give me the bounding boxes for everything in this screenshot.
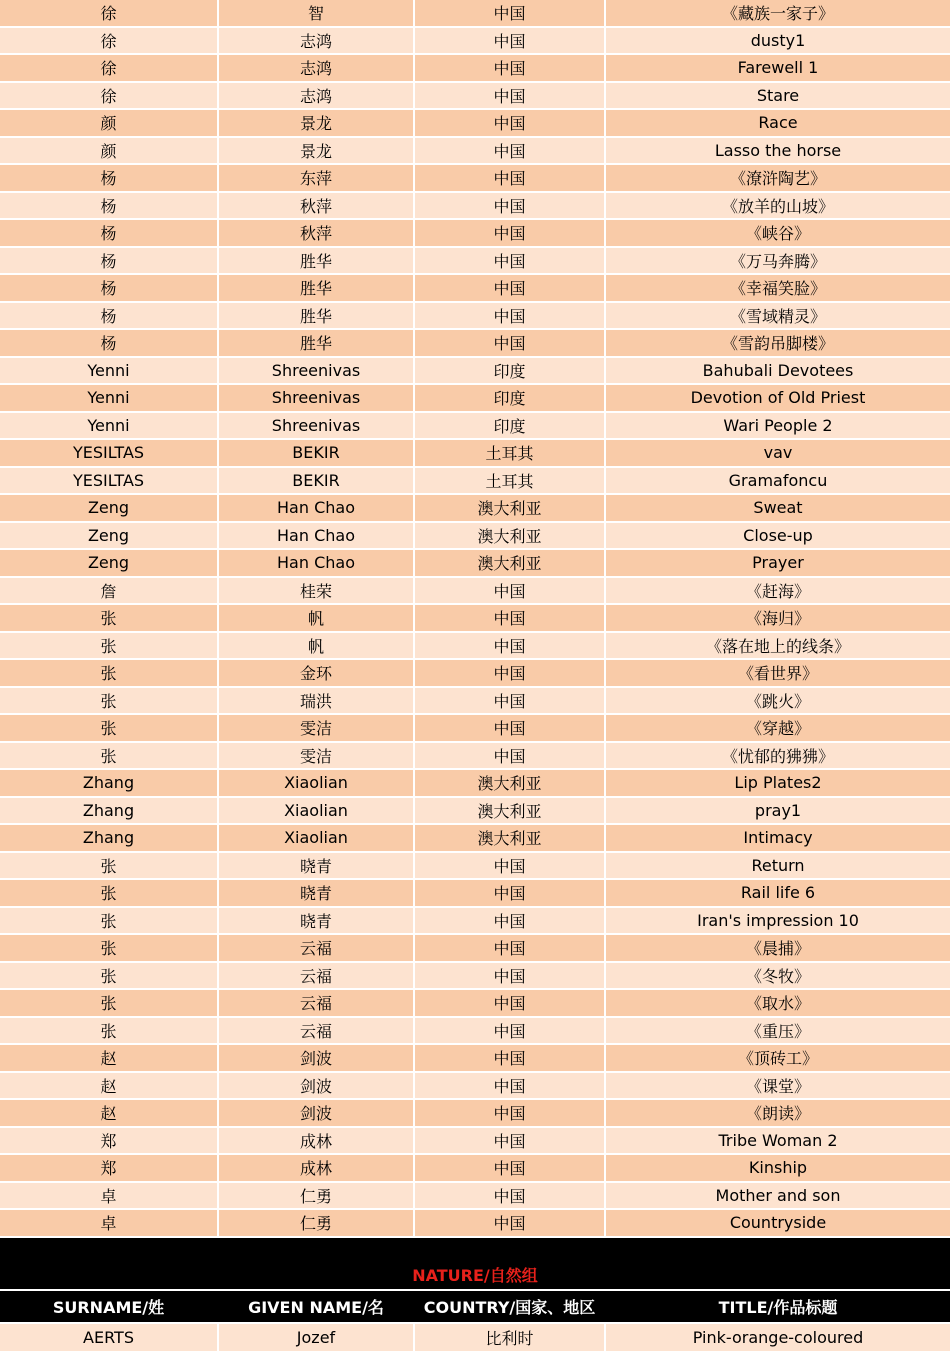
cell-title: 《朗读》 bbox=[745, 1104, 810, 1124]
nature-section-header bbox=[0, 1238, 950, 1322]
header-country: COUNTRY/国家、地区 bbox=[423, 1297, 596, 1317]
table-row bbox=[0, 853, 950, 881]
cell-title: 《穿越》 bbox=[745, 719, 810, 739]
cell-surname: YESILTAS bbox=[72, 443, 145, 463]
cell-country: 中国 bbox=[493, 224, 526, 244]
cell-country: 印度 bbox=[493, 361, 526, 381]
table-row bbox=[0, 1018, 950, 1046]
cell-surname: 张 bbox=[100, 636, 117, 656]
cell-country: 中国 bbox=[493, 911, 526, 931]
table-row bbox=[0, 550, 950, 578]
cell-country: 中国 bbox=[493, 1214, 526, 1234]
cell-surname: 颜 bbox=[100, 114, 117, 134]
cell-title: 《潦浒陶艺》 bbox=[729, 169, 826, 189]
cell-given-name: 云福 bbox=[299, 939, 332, 959]
table-row bbox=[0, 358, 950, 386]
cell-country: 中国 bbox=[493, 1131, 526, 1151]
cell-surname: AERTS bbox=[83, 1327, 134, 1347]
cell-surname: 张 bbox=[100, 911, 117, 931]
cell-given-name: Xiaolian bbox=[284, 773, 348, 793]
cell-given-name: 晓青 bbox=[299, 911, 332, 931]
cell-surname: Yenni bbox=[87, 360, 130, 380]
cell-country: 中国 bbox=[493, 59, 526, 79]
cell-title: pray1 bbox=[754, 800, 802, 820]
table-row bbox=[0, 303, 950, 331]
cell-given-name: Han Chao bbox=[277, 525, 355, 545]
cell-given-name: Han Chao bbox=[277, 498, 355, 518]
cell-country: 中国 bbox=[493, 4, 526, 24]
cell-title: 《藏族一家子》 bbox=[721, 4, 834, 24]
cell-given-name: 剑波 bbox=[299, 1076, 332, 1096]
table-row bbox=[0, 468, 950, 496]
cell-country: 中国 bbox=[493, 664, 526, 684]
cell-title: 《落在地上的线条》 bbox=[705, 636, 850, 656]
section-title: NATURE/自然组 bbox=[412, 1265, 538, 1285]
table-row bbox=[0, 578, 950, 606]
table-row bbox=[0, 935, 950, 963]
table-row bbox=[0, 220, 950, 248]
cell-country: 中国 bbox=[493, 856, 526, 876]
cell-given-name: 志鸿 bbox=[299, 31, 332, 51]
table-row bbox=[0, 770, 950, 798]
cell-given-name: 成林 bbox=[299, 1159, 332, 1179]
cell-surname: Zeng bbox=[87, 553, 130, 573]
cell-surname: 张 bbox=[100, 966, 117, 986]
table-row bbox=[0, 55, 950, 83]
cell-given-name: 云福 bbox=[299, 994, 332, 1014]
cell-surname: 詹 bbox=[100, 581, 117, 601]
cell-country: 中国 bbox=[493, 636, 526, 656]
cell-title: Kinship bbox=[748, 1158, 808, 1178]
cell-country: 澳大利亚 bbox=[477, 774, 542, 794]
cell-title: Countryside bbox=[729, 1213, 827, 1233]
cell-surname: 郑 bbox=[100, 1131, 117, 1151]
table-row bbox=[0, 798, 950, 826]
cell-given-name: 桂荣 bbox=[299, 581, 332, 601]
cell-given-name: 成林 bbox=[299, 1131, 332, 1151]
cell-title: Lasso the horse bbox=[714, 140, 842, 160]
cell-country: 澳大利亚 bbox=[477, 801, 542, 821]
cell-given-name: 云福 bbox=[299, 1021, 332, 1041]
cell-country: 中国 bbox=[493, 966, 526, 986]
cell-surname: 张 bbox=[100, 719, 117, 739]
cell-country: 印度 bbox=[493, 416, 526, 436]
header-given-name: GIVEN NAME/名 bbox=[248, 1297, 384, 1317]
cell-given-name: 雯洁 bbox=[299, 719, 332, 739]
cell-country: 比利时 bbox=[485, 1328, 534, 1348]
cell-surname: 徐 bbox=[100, 86, 117, 106]
cell-country: 中国 bbox=[493, 884, 526, 904]
cell-given-name: 帆 bbox=[307, 636, 324, 656]
cell-surname: Zhang bbox=[82, 800, 135, 820]
table-row bbox=[0, 28, 950, 56]
cell-given-name: 胜华 bbox=[299, 279, 332, 299]
cell-given-name: 晓青 bbox=[299, 856, 332, 876]
table-row bbox=[0, 83, 950, 111]
table-row bbox=[0, 605, 950, 633]
cell-surname: 赵 bbox=[100, 1049, 117, 1069]
cell-title: 《跳火》 bbox=[745, 691, 810, 711]
cell-given-name: 秋萍 bbox=[299, 224, 332, 244]
table-row bbox=[0, 523, 950, 551]
cell-surname: 杨 bbox=[100, 251, 117, 271]
cell-given-name: 瑞洪 bbox=[299, 691, 332, 711]
cell-given-name: 景龙 bbox=[299, 141, 332, 161]
cell-country: 中国 bbox=[493, 279, 526, 299]
cell-given-name: Han Chao bbox=[277, 553, 355, 573]
table-row bbox=[0, 275, 950, 303]
cell-title: 《幸福笑脸》 bbox=[729, 279, 826, 299]
cell-title: Prayer bbox=[752, 553, 804, 573]
cell-country: 中国 bbox=[493, 691, 526, 711]
table-row bbox=[0, 1128, 950, 1156]
table-row bbox=[0, 248, 950, 276]
cell-country: 中国 bbox=[493, 939, 526, 959]
cell-surname: 张 bbox=[100, 664, 117, 684]
table-row bbox=[0, 825, 950, 853]
cell-surname: Zeng bbox=[87, 525, 130, 545]
table-row bbox=[0, 743, 950, 771]
cell-title: 《雪韵吊脚楼》 bbox=[721, 334, 834, 354]
cell-surname: 徐 bbox=[100, 4, 117, 24]
table-row bbox=[0, 1322, 950, 1351]
table-row bbox=[0, 660, 950, 688]
cell-country: 中国 bbox=[493, 141, 526, 161]
cell-country: 中国 bbox=[493, 581, 526, 601]
cell-country: 土耳其 bbox=[485, 471, 534, 491]
cell-given-name: Shreenivas bbox=[271, 415, 361, 435]
cell-country: 中国 bbox=[493, 1076, 526, 1096]
cell-title: Rail life 6 bbox=[740, 883, 816, 903]
table-row bbox=[0, 1073, 950, 1101]
cell-given-name: 晓青 bbox=[299, 884, 332, 904]
cell-given-name: BEKIR bbox=[292, 443, 340, 463]
cell-title: Bahubali Devotees bbox=[702, 360, 854, 380]
cell-title: Sweat bbox=[753, 498, 803, 518]
table-row bbox=[0, 1183, 950, 1211]
table-row bbox=[0, 138, 950, 166]
table-row bbox=[0, 1045, 950, 1073]
cell-given-name: 云福 bbox=[299, 966, 332, 986]
cell-given-name: 胜华 bbox=[299, 306, 332, 326]
cell-surname: 杨 bbox=[100, 224, 117, 244]
cell-surname: Yenni bbox=[87, 415, 130, 435]
cell-title: 《取水》 bbox=[745, 994, 810, 1014]
cell-surname: Zeng bbox=[87, 498, 130, 518]
cell-given-name: Shreenivas bbox=[271, 360, 361, 380]
cell-title: 《万马奔腾》 bbox=[729, 251, 826, 271]
cell-given-name: 智 bbox=[307, 4, 324, 24]
cell-given-name: 剑波 bbox=[299, 1049, 332, 1069]
cell-country: 中国 bbox=[493, 1186, 526, 1206]
cell-given-name: Xiaolian bbox=[284, 800, 348, 820]
table-row bbox=[0, 1155, 950, 1183]
table-row bbox=[0, 110, 950, 138]
cell-country: 澳大利亚 bbox=[477, 526, 542, 546]
table-row bbox=[0, 1100, 950, 1128]
cell-title: Close-up bbox=[743, 525, 813, 545]
cell-surname: 张 bbox=[100, 609, 117, 629]
cell-title: 《海归》 bbox=[745, 609, 810, 629]
table-row bbox=[0, 1210, 950, 1238]
cell-country: 中国 bbox=[493, 169, 526, 189]
table-row bbox=[0, 880, 950, 908]
cell-title: vav bbox=[763, 443, 793, 463]
cell-surname: 徐 bbox=[100, 31, 117, 51]
cell-country: 中国 bbox=[493, 994, 526, 1014]
cell-given-name: BEKIR bbox=[292, 470, 340, 490]
cell-title: Mother and son bbox=[715, 1185, 841, 1205]
cell-surname: Zhang bbox=[82, 828, 135, 848]
cell-given-name: Shreenivas bbox=[271, 388, 361, 408]
cell-title: 《重压》 bbox=[745, 1021, 810, 1041]
cell-surname: 赵 bbox=[100, 1104, 117, 1124]
table-row bbox=[0, 908, 950, 936]
cell-title: 《忧郁的狒狒》 bbox=[721, 746, 834, 766]
cell-country: 中国 bbox=[493, 719, 526, 739]
cell-given-name: 雯洁 bbox=[299, 746, 332, 766]
cell-given-name: 秋萍 bbox=[299, 196, 332, 216]
cell-country: 中国 bbox=[493, 86, 526, 106]
cell-title: 《峡谷》 bbox=[745, 224, 810, 244]
cell-country: 中国 bbox=[493, 609, 526, 629]
table-row bbox=[0, 990, 950, 1018]
cell-surname: 张 bbox=[100, 1021, 117, 1041]
cell-surname: 杨 bbox=[100, 196, 117, 216]
cell-surname: 杨 bbox=[100, 334, 117, 354]
cell-given-name: 景龙 bbox=[299, 114, 332, 134]
cell-given-name: 仁勇 bbox=[299, 1214, 332, 1234]
cell-given-name: 胜华 bbox=[299, 251, 332, 271]
cell-country: 中国 bbox=[493, 306, 526, 326]
cell-given-name: 东萍 bbox=[299, 169, 332, 189]
cell-title: 《放羊的山坡》 bbox=[721, 196, 834, 216]
cell-surname: 赵 bbox=[100, 1076, 117, 1096]
cell-surname: YESILTAS bbox=[72, 470, 145, 490]
cell-country: 中国 bbox=[493, 1104, 526, 1124]
cell-country: 中国 bbox=[493, 334, 526, 354]
table-row bbox=[0, 495, 950, 523]
cell-surname: 杨 bbox=[100, 279, 117, 299]
cell-surname: 卓 bbox=[100, 1186, 117, 1206]
table-row bbox=[0, 633, 950, 661]
cell-given-name: 胜华 bbox=[299, 334, 332, 354]
cell-surname: 张 bbox=[100, 746, 117, 766]
cell-given-name: 帆 bbox=[307, 609, 324, 629]
cell-surname: 张 bbox=[100, 994, 117, 1014]
cell-country: 中国 bbox=[493, 1049, 526, 1069]
cell-surname: Yenni bbox=[87, 388, 130, 408]
table-row bbox=[0, 440, 950, 468]
cell-country: 土耳其 bbox=[485, 444, 534, 464]
cell-title: Intimacy bbox=[743, 828, 813, 848]
cell-given-name: 金环 bbox=[299, 664, 332, 684]
cell-given-name: 志鸿 bbox=[299, 86, 332, 106]
cell-surname: 张 bbox=[100, 856, 117, 876]
cell-surname: 徐 bbox=[100, 59, 117, 79]
cell-title: Gramafoncu bbox=[728, 470, 828, 490]
cell-country: 澳大利亚 bbox=[477, 499, 542, 519]
cell-title: Return bbox=[751, 855, 805, 875]
cell-title: Farewell 1 bbox=[737, 58, 819, 78]
cell-given-name: 仁勇 bbox=[299, 1186, 332, 1206]
cell-country: 中国 bbox=[493, 196, 526, 216]
column-header-row bbox=[0, 1289, 950, 1322]
cell-title: dusty1 bbox=[750, 30, 806, 50]
cell-surname: 杨 bbox=[100, 306, 117, 326]
cell-country: 澳大利亚 bbox=[477, 829, 542, 849]
table-row bbox=[0, 963, 950, 991]
cell-country: 中国 bbox=[493, 746, 526, 766]
table-row bbox=[0, 193, 950, 221]
cell-country: 中国 bbox=[493, 251, 526, 271]
table-row bbox=[0, 385, 950, 413]
table-row bbox=[0, 688, 950, 716]
cell-surname: 杨 bbox=[100, 169, 117, 189]
table-row bbox=[0, 330, 950, 358]
cell-country: 中国 bbox=[493, 1021, 526, 1041]
cell-surname: 张 bbox=[100, 691, 117, 711]
cell-given-name: Xiaolian bbox=[284, 828, 348, 848]
cell-given-name: Jozef bbox=[296, 1327, 336, 1347]
cell-title: Race bbox=[758, 113, 798, 133]
cell-surname: 卓 bbox=[100, 1214, 117, 1234]
cell-title: 《雪域精灵》 bbox=[729, 306, 826, 326]
cell-title: 《晨捕》 bbox=[745, 939, 810, 959]
cell-title: Lip Plates2 bbox=[734, 773, 822, 793]
table-row bbox=[0, 413, 950, 441]
cell-title: Tribe Woman 2 bbox=[718, 1130, 838, 1150]
cell-title: Iran's impression 10 bbox=[697, 910, 859, 930]
cell-surname: Zhang bbox=[82, 773, 135, 793]
cell-given-name: 剑波 bbox=[299, 1104, 332, 1124]
cell-title: 《冬牧》 bbox=[745, 966, 810, 986]
cell-country: 澳大利亚 bbox=[477, 554, 542, 574]
cell-title: 《看世界》 bbox=[737, 664, 818, 684]
header-surname: SURNAME/姓 bbox=[52, 1297, 165, 1317]
cell-given-name: 志鸿 bbox=[299, 59, 332, 79]
cell-title: 《课堂》 bbox=[745, 1076, 810, 1096]
cell-title: Pink-orange-coloured bbox=[692, 1327, 864, 1347]
cell-country: 中国 bbox=[493, 114, 526, 134]
cell-surname: 颜 bbox=[100, 141, 117, 161]
cell-country: 中国 bbox=[493, 31, 526, 51]
table-row bbox=[0, 0, 950, 28]
cell-title: Wari People 2 bbox=[723, 415, 833, 435]
cell-country: 中国 bbox=[493, 1159, 526, 1179]
cell-title: Stare bbox=[756, 85, 800, 105]
header-title: TITLE/作品标题 bbox=[718, 1297, 838, 1317]
cell-surname: 郑 bbox=[100, 1159, 117, 1179]
cell-title: 《顶砖工》 bbox=[737, 1049, 818, 1069]
cell-title: 《赶海》 bbox=[745, 581, 810, 601]
cell-country: 印度 bbox=[493, 389, 526, 409]
cell-surname: 张 bbox=[100, 939, 117, 959]
cell-surname: 张 bbox=[100, 884, 117, 904]
cell-title: Devotion of Old Priest bbox=[690, 388, 866, 408]
table-row bbox=[0, 165, 950, 193]
table-row bbox=[0, 715, 950, 743]
